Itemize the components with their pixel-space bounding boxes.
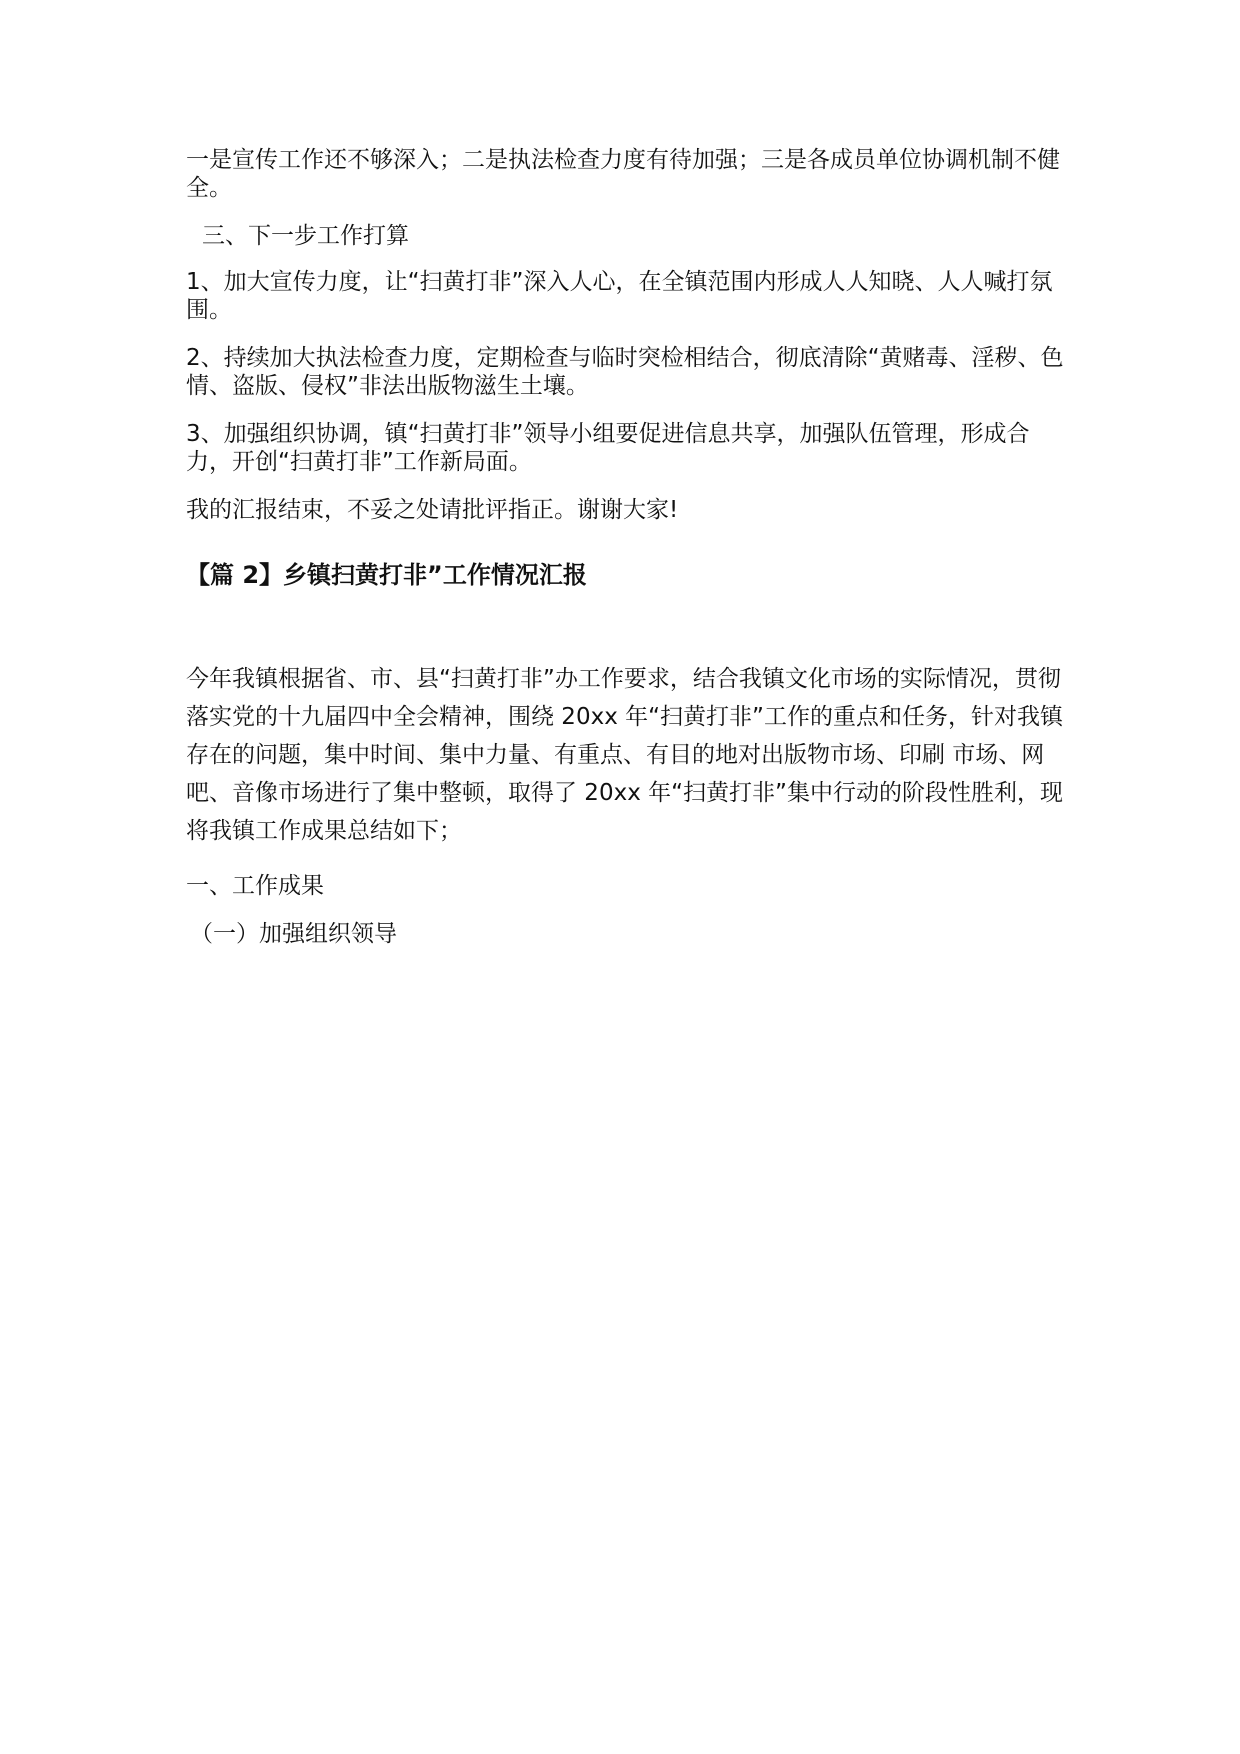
step-2-paragraph: 2、持续加大执法检查力度，定期检查与临时突检相结合，彻底清除“黄赌毒、淫秽、色情、盗版、侵权”非法出版物滋生土壤。 — [186, 345, 1064, 399]
problems-paragraph: 一是宣传工作还不够深入；二是执法检查力度有待加强；三是各成员单位协调机制不健全。 — [186, 147, 1060, 201]
article-2-intro-paragraph: 今年我镇根据省、市、县“扫黄打非”办工作要求，结合我镇文化市场的实际情况，贯彻落实党的十九届四中全会精神，围绕 20xx 年“扫黄打非”工作的重点和任务，针对我镇存在的问题，集中时间、集中力量、有重点、有目的地对出版物市场、印刷 市场、网吧、音像市场进行了集中整顿，取得了 20xx 年“扫黄打非”集中行动的阶段性胜利，现将我镇工作成果总结如下； — [186, 666, 1063, 844]
step-1-paragraph: 1、加大宣传力度，让“扫黄打非”深入人心，在全镇范围内形成人人知晓、人人喊打氛围。 — [186, 269, 1053, 323]
step-3-paragraph: 3、加强组织协调，镇“扫黄打非”领导小组要促进信息共享，加强队伍管理，形成合力，开创“扫黄打非”工作新局面。 — [186, 421, 1030, 475]
article-2-title: 【篇 2】乡镇扫黄打非”工作情况汇报 — [186, 561, 587, 589]
results-heading: 一、工作成果 — [186, 873, 324, 899]
closing-paragraph: 我的汇报结束，不妥之处请批评指正。谢谢大家! — [186, 497, 679, 523]
subsection-1-heading: （一）加强组织领导 — [190, 921, 397, 947]
next-steps-heading: 三、下一步工作打算 — [202, 223, 409, 249]
